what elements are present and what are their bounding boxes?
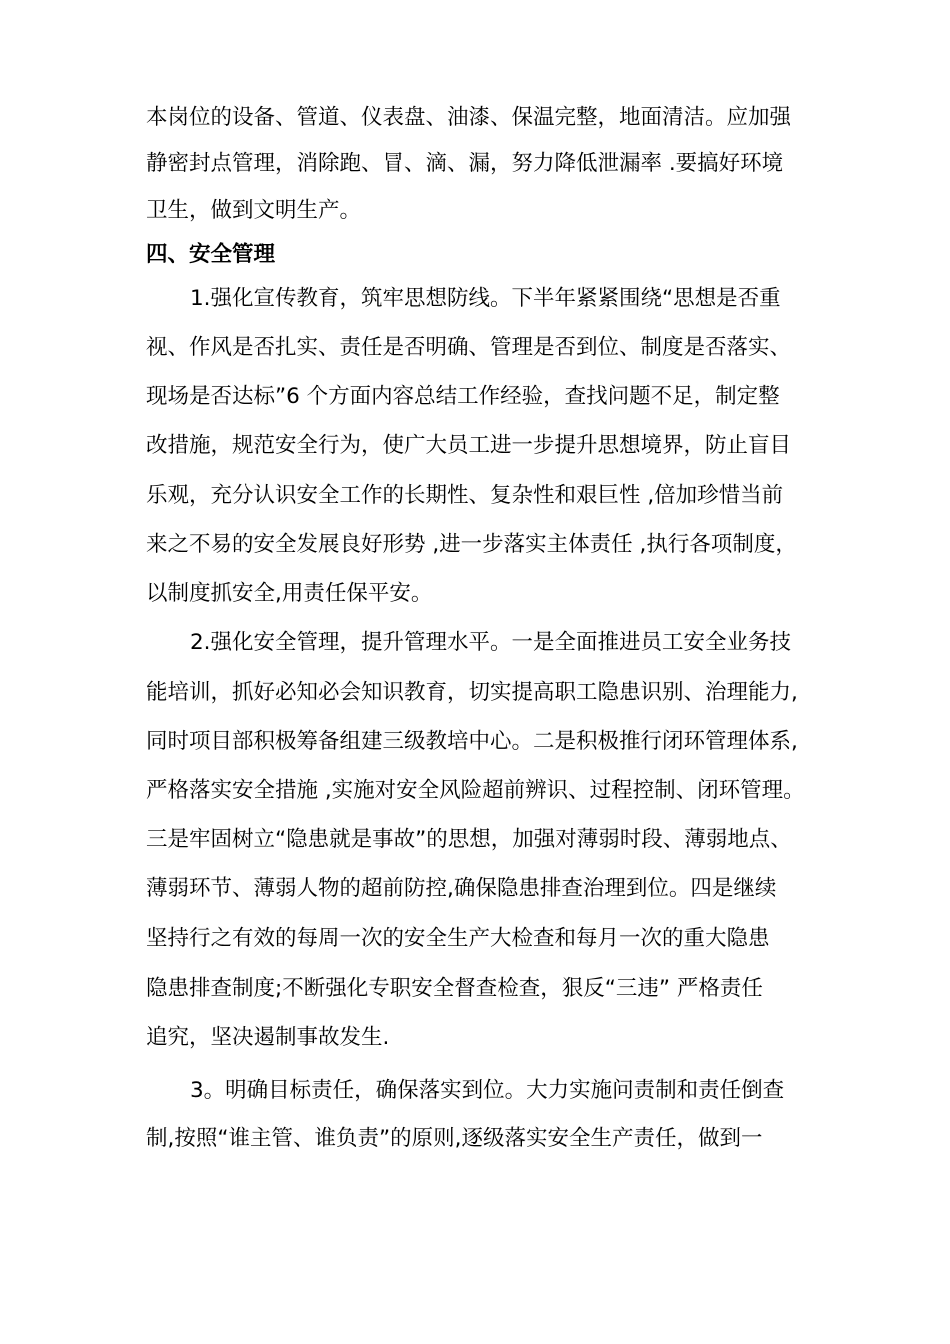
paragraph-2-line-5: 三是牢固树立“隐患就是事故”的思想，加强对薄弱时段、薄弱地点、 [146, 827, 792, 852]
intro-line-2: 静密封点管理，消除跑、冒、滴、漏，努力降低泄漏率 .要搞好环境 [146, 151, 784, 176]
paragraph-2-line-9: 追究，坚决遏制事故发生. [146, 1025, 390, 1050]
intro-line-1: 本岗位的设备、管道、仪表盘、油漆、保温完整，地面清洁。应加强 [146, 105, 792, 130]
paragraph-2-line-6: 薄弱环节、薄弱人物的超前防控,确保隐患排查治理到位。四是继续 [146, 876, 777, 901]
paragraph-2-line-3: 同时项目部积极筹备组建三级教培中心。二是积极推行闭环管理体系, [146, 729, 798, 754]
paragraph-2-line-4: 严格落实安全措施 ,实施对安全风险超前辨识、过程控制、闭环管理。 [146, 778, 805, 803]
paragraph-1-line-1: 1.强化宣传教育，筑牢思想防线。下半年紧紧围绕“思想是否重 [190, 286, 781, 311]
paragraph-1-line-7: 以制度抓安全,用责任保平安。 [146, 581, 433, 606]
intro-line-3: 卫生，做到文明生产。 [146, 198, 362, 223]
paragraph-2-line-2: 能培训，抓好必知必会知识教育，切实提高职工隐患识别、治理能力, [146, 680, 798, 705]
paragraph-1-line-6: 来之不易的安全发展良好形势 ,进一步落实主体责任 ,执行各项制度， [146, 532, 797, 557]
paragraph-2-line-7: 坚持行之有效的每周一次的安全生产大检查和每月一次的重大隐患 [146, 926, 770, 951]
paragraph-1-line-3: 现场是否达标”6 个方面内容总结工作经验，查找问题不足，制定整 [146, 384, 780, 409]
section-heading: 四、安全管理 [146, 242, 276, 267]
paragraph-1-line-4: 改措施，规范安全行为，使广大员工进一步提升思想境界，防止盲目 [146, 433, 792, 458]
paragraph-3-line-2: 制,按照“谁主管、谁负责”的原则,逐级落实安全生产责任，做到一 [146, 1126, 763, 1151]
paragraph-3-line-1: 3。明确目标责任，确保落实到位。大力实施问责制和责任倒查 [190, 1078, 785, 1103]
paragraph-1-line-5: 乐观，充分认识安全工作的长期性、复杂性和艰巨性 ,倍加珍惜当前 [146, 483, 784, 508]
paragraph-2-line-8: 隐患排查制度;不断强化专职安全督查检查，狠反“三违” 严格责任 [146, 976, 763, 1001]
paragraph-1-line-2: 视、作风是否扎实、责任是否明确、管理是否到位、制度是否落实、 [146, 335, 792, 360]
paragraph-2-line-1: 2.强化安全管理，提升管理水平。一是全面推进员工安全业务技 [190, 630, 792, 655]
